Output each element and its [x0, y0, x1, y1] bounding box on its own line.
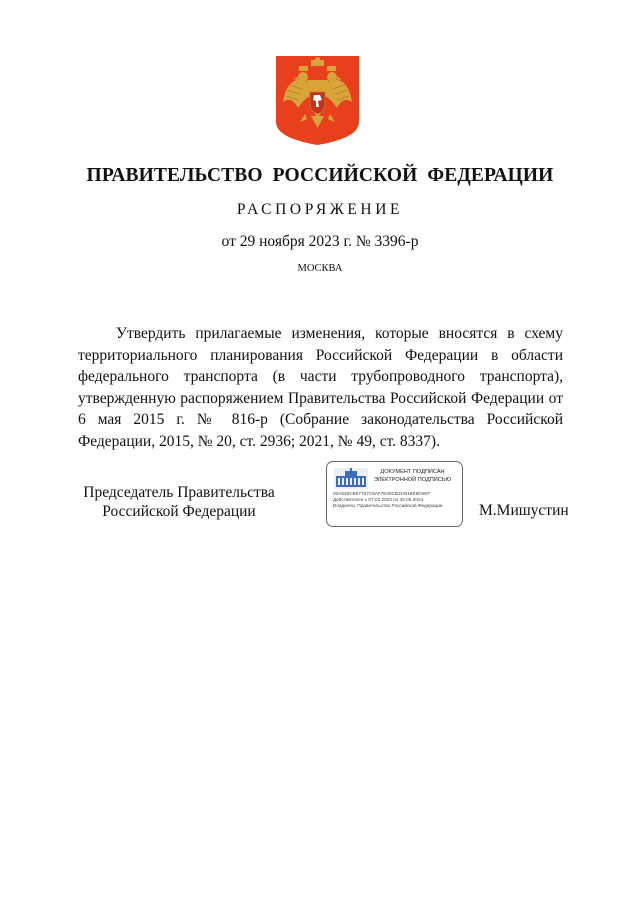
document-city: МОСКВА — [297, 263, 343, 274]
stamp-title-line: ЭЛЕКТРОННОЙ ПОДПИСЬЮ — [373, 477, 452, 483]
signatory-position-line: Председатель Правительства — [83, 484, 275, 501]
signatory-position — [70, 484, 288, 521]
document-date-number: от 29 ноября 2023 г. № 3396-р — [221, 233, 419, 250]
stamp-details — [333, 491, 458, 510]
stamp-title-line: ДОКУМЕНТ ПОДПИСАН — [380, 469, 445, 475]
government-title: ПРАВИТЕЛЬСТВО РОССИЙСКОЙ ФЕДЕРАЦИИ — [86, 165, 554, 186]
order-paragraph: Утвердить прилагаемые изменения, которые вносятся в схему территориального планирования Российской Федерации в области федерального транспорта (в части трубопроводного транспорта), утвержденную распоряжением Правительства Российской Федерации от 6 мая 2015 г. № 816-р (Собрание законодательства Российской Федерации, 2015, № 20, ст. 2936; 2021, № 49, ст. 8337). — [78, 325, 563, 450]
stamp-validity: Действителен с 07.03.2023 по 30.05.2024 — [333, 497, 424, 503]
signatory-name: М.Мишустин — [479, 502, 569, 519]
electronic-signature-stamp — [326, 461, 463, 527]
stamp-certificate-number: 00A549CB07767C9AF7E29CB2CB18E9D2EF — [333, 491, 431, 496]
document-type: РАСПОРЯЖЕНИЕ — [236, 201, 404, 218]
signatory-position-line: Российской Федерации — [102, 502, 256, 520]
stamp-title — [367, 468, 458, 484]
government-building-icon — [334, 468, 368, 489]
stamp-owner: Владелец: Правительство Российской Федерации — [333, 503, 443, 509]
coat-of-arms-icon — [276, 56, 359, 145]
